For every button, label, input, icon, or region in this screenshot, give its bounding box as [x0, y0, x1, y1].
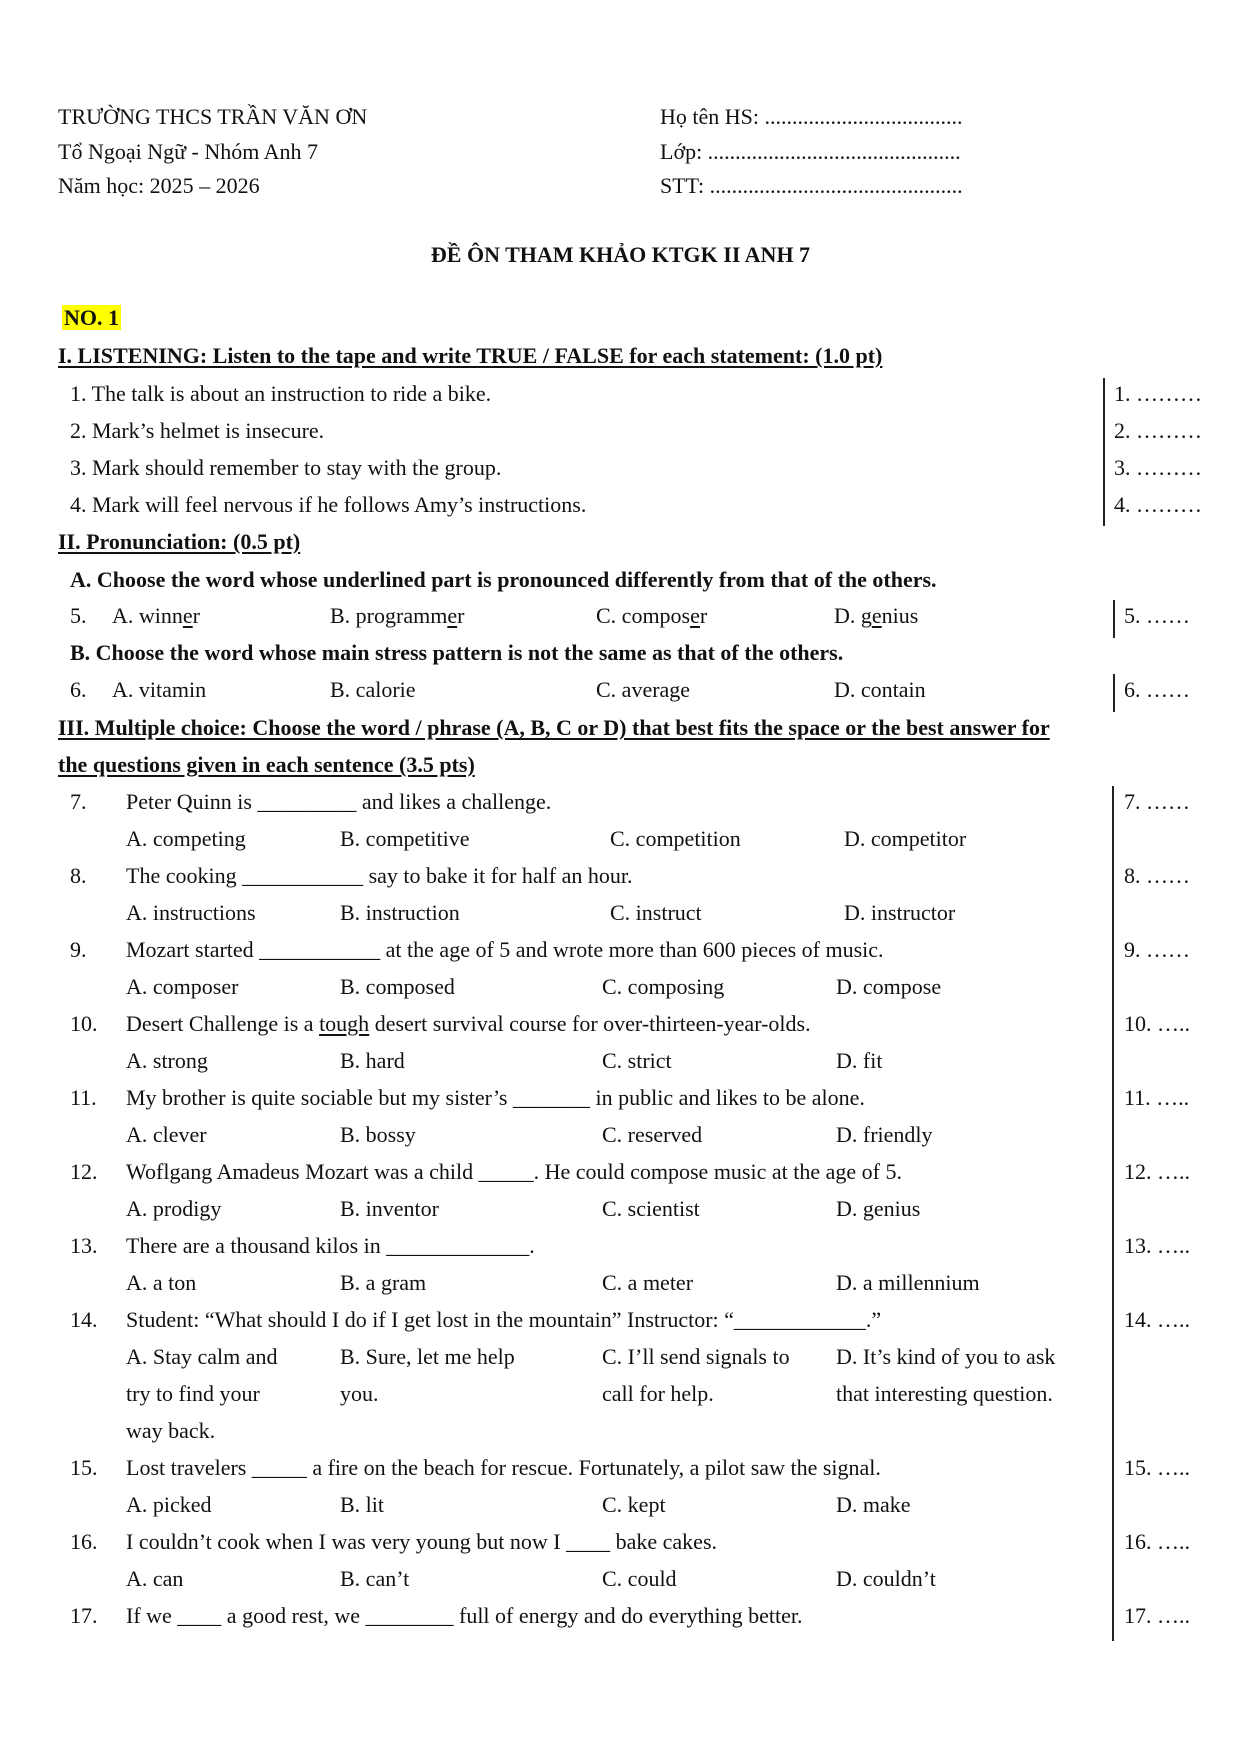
answer-blank-13: 13. ….. [1124, 1233, 1190, 1258]
q5-option-d: D. genius [834, 603, 919, 628]
q13-option-c: C. a meter [602, 1270, 694, 1295]
answer-blank-9: 9. …… [1124, 937, 1190, 962]
q13-option-d: D. a millennium [836, 1270, 980, 1295]
q12-option-b: B. inventor [340, 1196, 439, 1221]
q14-option-a-line-1: A. Stay calm and [126, 1344, 278, 1369]
q5-option-b: B. programmer [330, 603, 465, 628]
q15-option-b: B. lit [340, 1492, 385, 1517]
q8-option-a: A. instructions [126, 900, 256, 925]
question-9-stem: Mozart started ___________ at the age of 5 and wrote more than 600 pieces of music. [126, 937, 884, 962]
school-name: TRƯỜNG THCS TRẦN VĂN ƠN [58, 104, 368, 129]
student-name-field: Họ tên HS: .................................... [660, 104, 963, 129]
question-7-stem: Peter Quinn is _________ and likes a challenge. [126, 789, 552, 814]
q9-option-d: D. compose [836, 974, 942, 999]
q12-option-d: D. genius [836, 1196, 921, 1221]
q11-option-a: A. clever [126, 1122, 207, 1147]
question-8-stem: The cooking ___________ say to bake it for half an hour. [126, 863, 633, 888]
q14-option-b-line-1: B. Sure, let me help [340, 1344, 515, 1369]
question-11-stem: My brother is quite sociable but my sister’s _______ in public and likes to be alone. [126, 1085, 865, 1110]
q15-option-c: C. kept [602, 1492, 666, 1517]
q9-option-c: C. composing [602, 974, 725, 999]
q6-option-b: B. calorie [330, 677, 416, 702]
q13-option-a: A. a ton [126, 1270, 197, 1295]
q14-option-a-line-2: try to find your [126, 1381, 260, 1406]
answer-blank-16: 16. ….. [1124, 1529, 1190, 1554]
q14-option-c-line-1: C. I’ll send signals to [602, 1344, 790, 1369]
question-12-number: 12. [70, 1159, 98, 1184]
stt-field: STT: .............................................. [660, 173, 963, 198]
q11-option-d: D. friendly [836, 1122, 933, 1147]
section-3-heading-line-2: the questions given in each sentence (3.5 pts) [58, 752, 475, 777]
answer-blank-6: 6. …… [1124, 677, 1190, 702]
q14-option-c-line-2: call for help. [602, 1381, 714, 1406]
answer-blank-1: 1. ……… [1114, 381, 1202, 406]
listening-item-2: 2. Mark’s helmet is insecure. [70, 418, 325, 443]
q11-option-b: B. bossy [340, 1122, 416, 1147]
question-11-number: 11. [70, 1085, 97, 1110]
question-14-stem: Student: “What should I do if I get lost in the mountain” Instructor: “____________.” [126, 1307, 882, 1332]
listening-item-4: 4. Mark will feel nervous if he follows Amy’s instructions. [70, 492, 587, 517]
question-14-number: 14. [70, 1307, 98, 1332]
q8-option-d: D. instructor [844, 900, 956, 925]
answer-blank-12: 12. ….. [1124, 1159, 1190, 1184]
answer-blank-7: 7. …… [1124, 789, 1190, 814]
section-3-heading-line-1: III. Multiple choice: Choose the word / phrase (A, B, C or D) that best fits the space or the best answer for [58, 715, 1050, 740]
question-13-stem: There are a thousand kilos in _____________. [126, 1233, 535, 1258]
q10-option-c: C. strict [602, 1048, 672, 1073]
question-16-number: 16. [70, 1529, 98, 1554]
q10-option-a: A. strong [126, 1048, 208, 1073]
q6-option-d: D. contain [834, 677, 926, 702]
section-2-heading: II. Pronunciation: (0.5 pt) [58, 529, 301, 554]
q5-option-c: C. composer [596, 603, 708, 628]
answer-blank-8: 8. …… [1124, 863, 1190, 888]
question-12-stem: Woflgang Amadeus Mozart was a child _____. He could compose music at the age of 5. [126, 1159, 902, 1184]
answer-blank-17: 17. ….. [1124, 1603, 1190, 1628]
answer-blank-2: 2. ……… [1114, 418, 1202, 443]
school-year: Năm học: 2025 – 2026 [58, 173, 260, 198]
answer-blank-5: 5. …… [1124, 603, 1190, 628]
answer-column-line-6 [1113, 674, 1115, 712]
pronunciation-part-b: B. Choose the word whose main stress pattern is not the same as that of the others. [70, 640, 844, 665]
question-16-stem: I couldn’t cook when I was very young but now I ____ bake cakes. [126, 1529, 718, 1554]
pronunciation-part-a: A. Choose the word whose underlined part is pronounced differently from that of the others. [70, 567, 937, 592]
listening-item-1: 1. The talk is about an instruction to ride a bike. [70, 381, 492, 406]
q14-option-d-line-2: that interesting question. [836, 1381, 1053, 1406]
question-6-number: 6. [70, 677, 87, 702]
q16-option-a: A. can [126, 1566, 184, 1591]
q8-option-c: C. instruct [610, 900, 702, 925]
q15-option-a: A. picked [126, 1492, 212, 1517]
q7-option-a: A. competing [126, 826, 246, 851]
question-15-stem: Lost travelers _____ a fire on the beach for rescue. Fortunately, a pilot saw the signal. [126, 1455, 881, 1480]
question-5-number: 5. [70, 603, 87, 628]
q10-option-d: D. fit [836, 1048, 883, 1073]
q9-option-b: B. composed [340, 974, 455, 999]
answer-blank-4: 4. ……… [1114, 492, 1202, 517]
question-17-number: 17. [70, 1603, 98, 1628]
answer-blank-10: 10. ….. [1124, 1011, 1190, 1036]
answer-blank-14: 14. ….. [1124, 1307, 1190, 1332]
q6-option-a: A. vitamin [112, 677, 207, 702]
q7-option-d: D. competitor [844, 826, 967, 851]
q14-option-d-line-1: D. It’s kind of you to ask [836, 1344, 1056, 1369]
class-field: Lớp: .............................................. [660, 139, 961, 164]
q5-option-a: A. winner [112, 603, 200, 628]
section-1-heading: I. LISTENING: Listen to the tape and write TRUE / FALSE for each statement: (1.0 pt) [58, 343, 883, 368]
q6-option-c: C. average [596, 677, 691, 702]
q7-option-c: C. competition [610, 826, 741, 851]
q8-option-b: B. instruction [340, 900, 460, 925]
q16-option-d: D. couldn’t [836, 1566, 936, 1591]
q12-option-a: A. prodigy [126, 1196, 222, 1221]
department: Tổ Ngoại Ngữ - Nhóm Anh 7 [58, 139, 319, 164]
question-17-stem: If we ____ a good rest, we ________ full of energy and do everything better. [126, 1603, 803, 1628]
question-10-number: 10. [70, 1011, 98, 1036]
listening-item-3: 3. Mark should remember to stay with the group. [70, 455, 502, 480]
question-13-number: 13. [70, 1233, 98, 1258]
question-7-number: 7. [70, 789, 87, 814]
answer-column-line-mc [1112, 786, 1114, 1641]
question-10-stem: Desert Challenge is a tough desert survival course for over-thirteen-year-olds. [126, 1011, 811, 1036]
question-15-number: 15. [70, 1455, 98, 1480]
q16-option-b: B. can’t [340, 1566, 410, 1591]
q16-option-c: C. could [602, 1566, 677, 1591]
q12-option-c: C. scientist [602, 1196, 700, 1221]
question-9-number: 9. [70, 937, 87, 962]
answer-blank-15: 15. ….. [1124, 1455, 1190, 1480]
answer-column-line-1 [1103, 378, 1105, 526]
page-title: ĐỀ ÔN THAM KHẢO KTGK II ANH 7 [430, 242, 811, 267]
q14-option-b-line-2: you. [340, 1381, 379, 1406]
q13-option-b: B. a gram [340, 1270, 427, 1295]
no-label: NO. 1 [64, 305, 119, 330]
q9-option-a: A. composer [126, 974, 239, 999]
q10-option-b: B. hard [340, 1048, 405, 1073]
answer-blank-3: 3. ……… [1114, 455, 1202, 480]
q15-option-d: D. make [836, 1492, 911, 1517]
answer-blank-11: 11. ….. [1124, 1085, 1190, 1110]
answer-column-line-5 [1113, 600, 1115, 638]
q14-option-a-line-3: way back. [126, 1418, 216, 1443]
q11-option-c: C. reserved [602, 1122, 703, 1147]
q7-option-b: B. competitive [340, 826, 470, 851]
question-8-number: 8. [70, 863, 87, 888]
